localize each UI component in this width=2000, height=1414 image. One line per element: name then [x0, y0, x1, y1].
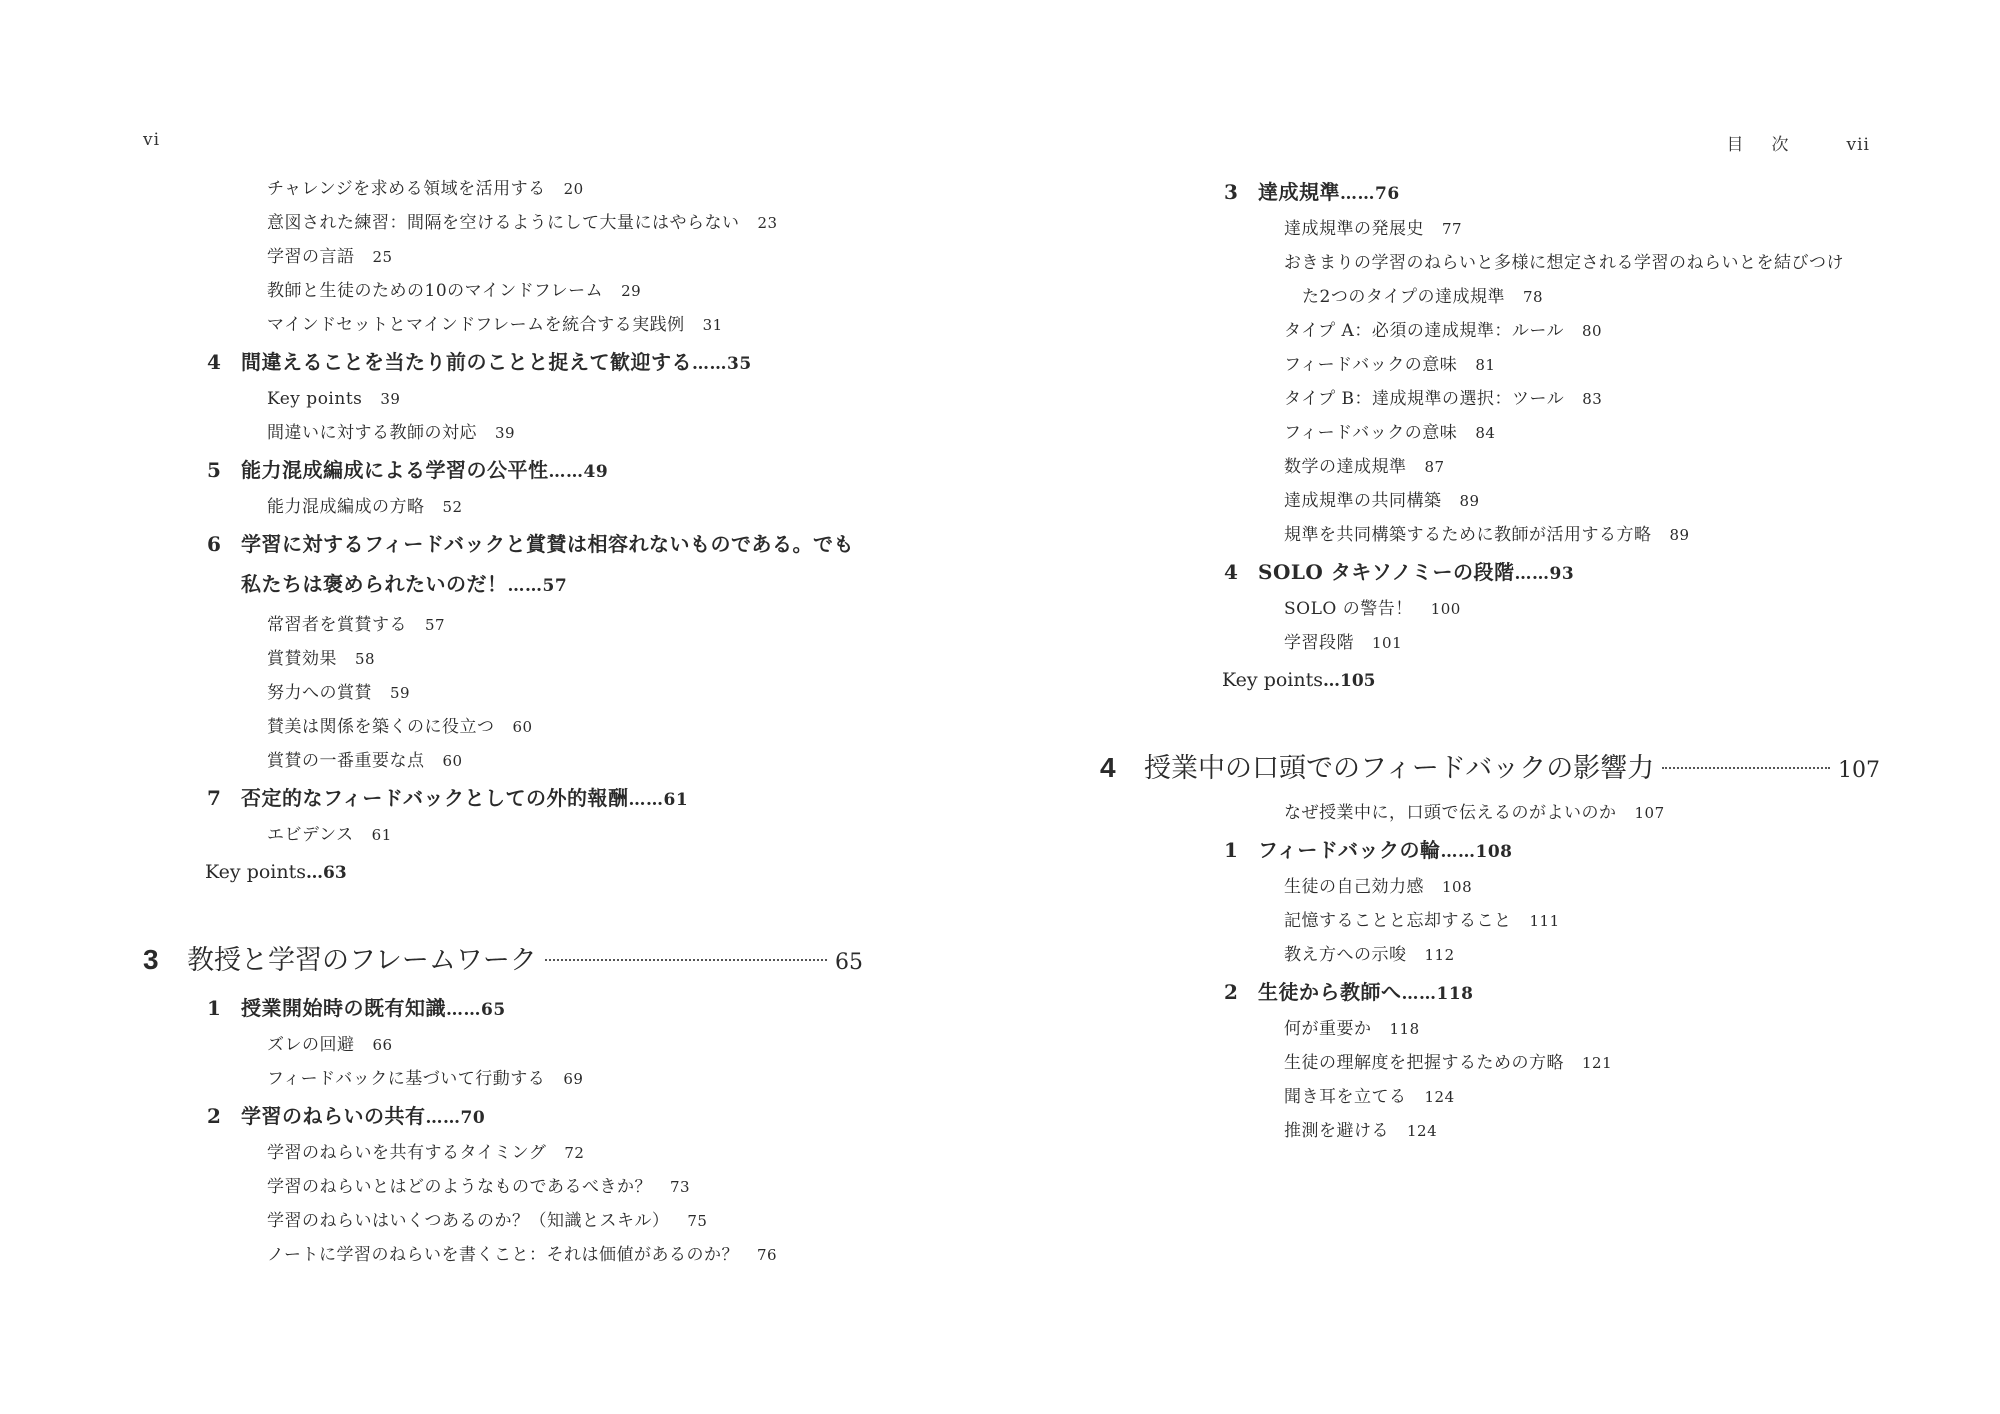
section-title: 達成規準	[1258, 180, 1340, 204]
page-number: 83	[1582, 390, 1603, 408]
toc-subsection	[1160, 314, 1880, 348]
page-number: ……76	[1340, 184, 1400, 204]
page-number: 80	[1582, 322, 1603, 340]
page-number: 66	[372, 1036, 393, 1054]
toc-subsection	[1160, 626, 1880, 660]
section-title: 否定的なフィードバックとしての外的報酬	[241, 786, 629, 810]
page-number: 124	[1407, 1122, 1438, 1140]
page-number: 118	[1389, 1020, 1420, 1038]
toc-subsection	[1160, 870, 1880, 904]
key-points-entry	[143, 852, 863, 892]
page-number: 61	[371, 826, 392, 844]
toc-section	[143, 988, 863, 1028]
section-number: 4	[207, 350, 222, 374]
page-number: 112	[1424, 946, 1455, 964]
key-points-entry	[1160, 660, 1880, 700]
toc-section	[143, 778, 863, 818]
toc-subsection	[1160, 212, 1880, 246]
subsection-title: 生徒の自己効力感	[1284, 877, 1424, 897]
subsection-title: 学習段階	[1284, 633, 1354, 653]
subsection-title: 聞き耳を立てる	[1284, 1087, 1407, 1107]
dot-leader	[1662, 767, 1830, 769]
toc-subsection	[143, 1062, 863, 1096]
toc-group	[143, 172, 863, 524]
toc-section	[1160, 552, 1880, 592]
section-number: 1	[207, 996, 222, 1020]
subsection-title: 学習の言語	[267, 247, 355, 267]
subsection-title: ズレの回避	[267, 1035, 355, 1055]
page-number: 100	[1430, 600, 1461, 618]
page-number: ……65	[446, 1000, 506, 1020]
page-number: 121	[1582, 1054, 1613, 1072]
page-number: 23	[757, 214, 778, 232]
page-number: 76	[757, 1246, 778, 1264]
toc-subsection	[143, 1136, 863, 1170]
subsection-title: 学習のねらいはいくつあるのか？（知識とスキル）	[267, 1211, 670, 1231]
subsection-title: 賞賛の一番重要な点	[267, 751, 425, 771]
toc-section	[1160, 972, 1880, 1012]
chapter-number: 3	[143, 944, 159, 975]
page-number: 89	[1459, 492, 1480, 510]
subsection-title: マインドセットとマインドフレームを統合する実践例	[267, 315, 685, 335]
page-number: 84	[1475, 424, 1496, 442]
right-page	[1000, 0, 2000, 1414]
key-points-label: Key points	[1222, 669, 1324, 691]
subsection-title: タイプ B：達成規準の選択：ツール	[1284, 389, 1565, 409]
page-number: 73	[670, 1178, 691, 1196]
subsection-title: 記憶することと忘却すること	[1284, 911, 1512, 931]
subsection-title: SOLO の警告！	[1284, 599, 1413, 619]
subsection-title: フィードバックの意味	[1284, 423, 1458, 443]
page-number: 107	[1838, 758, 1880, 783]
chapter-title: 授業中の口頭でのフィードバックの影響力	[1144, 753, 1655, 783]
toc-section	[143, 1096, 863, 1136]
page-number: …63	[306, 863, 347, 883]
page-number: 60	[512, 718, 533, 736]
page-number: 29	[621, 282, 642, 300]
page-folio: vi	[143, 130, 161, 150]
subsection-title: フィードバックの意味	[1284, 355, 1458, 375]
section-title	[207, 524, 863, 606]
subsection-title: なぜ授業中に，口頭で伝えるのがよいのか	[1284, 803, 1617, 823]
subsection-title: 数学の達成規準	[1284, 457, 1407, 477]
section-number: 5	[207, 458, 222, 482]
subsection-title: フィードバックに基づいて行動する	[267, 1069, 546, 1089]
toc-section	[143, 342, 863, 382]
page-number: 75	[687, 1212, 708, 1230]
page-number: 108	[1442, 878, 1473, 896]
subsection-title: 努力への賞賛	[267, 683, 372, 703]
toc-subsection	[143, 744, 863, 778]
toc-subsection	[1160, 1114, 1880, 1148]
page-number: ……118	[1401, 984, 1474, 1004]
subsection-title: 常習者を賞賛する	[267, 615, 407, 635]
running-title: 目次	[1726, 135, 1817, 155]
subsection-title: タイプ A：必須の達成規準：ルール	[1284, 321, 1564, 341]
subsection-title: ノートに学習のねらいを書くこと：それは価値があるのか？	[267, 1245, 739, 1265]
page-number: 20	[563, 180, 584, 198]
toc-subsection	[143, 1204, 863, 1238]
page-number: 107	[1634, 804, 1665, 822]
page-number: 60	[442, 752, 463, 770]
page-number: 58	[355, 650, 376, 668]
section-title-line: 学習に対するフィードバックと賞賛は相容れないものである。でも	[241, 532, 854, 556]
toc-subsection	[143, 1238, 863, 1272]
toc-group	[143, 608, 863, 852]
subsection-title: 教師と生徒のための10のマインドフレーム	[267, 281, 604, 301]
section-number: 2	[207, 1104, 222, 1128]
toc-subsection	[143, 608, 863, 642]
subsection-title: た2つのタイプの達成規準	[1302, 287, 1505, 307]
toc-subsection	[1160, 484, 1880, 518]
toc-subsection	[143, 676, 863, 710]
chapter-heading	[143, 932, 863, 988]
page-number: 65	[835, 950, 863, 975]
page-number: 101	[1372, 634, 1403, 652]
section-number: 2	[1224, 980, 1239, 1004]
page-number: 25	[372, 248, 393, 266]
toc-subsection	[1160, 348, 1880, 382]
page-number: ……57	[507, 576, 568, 596]
subsection-title: 賛美は関係を築くのに役立つ	[267, 717, 495, 737]
toc-subsection	[143, 274, 863, 308]
subsection-title: 能力混成編成の方略	[267, 497, 425, 517]
page-number: 39	[495, 424, 516, 442]
section-number: 4	[1224, 560, 1239, 584]
toc-subsection	[143, 416, 863, 450]
subsection-title: 学習のねらいとはどのようなものであるべきか？	[267, 1177, 652, 1197]
page-number: 69	[563, 1070, 584, 1088]
toc-subsection	[1160, 592, 1880, 626]
subsection-title: 何が重要か	[1284, 1019, 1372, 1039]
toc-subsection	[1160, 904, 1880, 938]
subsection-title: 意図された練習：間隔を空けるようにして大量にはやらない	[267, 213, 740, 233]
section-number: 3	[1224, 180, 1239, 204]
subsection-title: 生徒の理解度を把握するための方略	[1284, 1053, 1564, 1073]
page-number: 89	[1669, 526, 1690, 544]
toc-group	[1160, 172, 1880, 660]
subsection-title: 達成規準の発展史	[1284, 219, 1424, 239]
page-number: 77	[1442, 220, 1463, 238]
page-number: 124	[1424, 1088, 1455, 1106]
subsection-title: 規準を共同構築するために教師が活用する方略	[1284, 525, 1652, 545]
page-number: 59	[390, 684, 411, 702]
section-title: 授業開始時の既有知識	[241, 996, 446, 1020]
page-number: 52	[442, 498, 463, 516]
toc-subsection	[1160, 1080, 1880, 1114]
section-number: 1	[1224, 838, 1239, 862]
page-number: 87	[1424, 458, 1445, 476]
toc-subsection-continued	[1160, 280, 1880, 314]
section-title: 間違えることを当たり前のことと捉えて歓迎する	[241, 350, 692, 374]
page-number: …105	[1323, 671, 1376, 691]
toc-subsection	[143, 490, 863, 524]
page-number: ……49	[548, 462, 609, 482]
page-number: ……70	[425, 1108, 486, 1128]
section-number: 7	[207, 786, 222, 810]
toc-subsection	[143, 240, 863, 274]
subsection-title: おきまりの学習のねらいと多様に想定される学習のねらいとを結びつけ	[1284, 253, 1844, 273]
toc-subsection	[143, 172, 863, 206]
page-number: 39	[380, 390, 401, 408]
subsection-title: Key points	[267, 389, 363, 409]
subsection-title: 学習のねらいを共有するタイミング	[267, 1143, 547, 1163]
section-number: 6	[207, 532, 222, 556]
section-title: 生徒から教師へ	[1258, 980, 1402, 1004]
toc-subsection	[1160, 382, 1880, 416]
toc-subsection	[1160, 938, 1880, 972]
toc-section	[1160, 830, 1880, 870]
toc-subsection	[143, 382, 863, 416]
toc-section	[143, 524, 863, 608]
page-number: 111	[1529, 912, 1560, 930]
page-number: ……108	[1440, 842, 1513, 862]
dot-leader	[545, 959, 827, 961]
subsection-title: 間違いに対する教師の対応	[267, 423, 477, 443]
toc-section	[1160, 172, 1880, 212]
toc-subsection	[1160, 796, 1880, 830]
toc-subsection	[1160, 1012, 1880, 1046]
toc-subsection	[1160, 450, 1880, 484]
page-header	[1727, 130, 1870, 155]
key-points-label: Key points	[205, 861, 307, 883]
toc-subsection	[143, 1170, 863, 1204]
subsection-title: 賞賛効果	[267, 649, 337, 669]
subsection-title: 推測を避ける	[1284, 1121, 1389, 1141]
page-number: 57	[425, 616, 446, 634]
section-title: SOLO タキソノミーの段階	[1258, 560, 1515, 584]
toc-subsection	[143, 1028, 863, 1062]
toc-subsection	[1160, 416, 1880, 450]
toc-subsection	[1160, 1046, 1880, 1080]
section-title: 能力混成編成による学習の公平性	[241, 458, 549, 482]
toc-group	[1160, 796, 1880, 1148]
subsection-title: チャレンジを求める領域を活用する	[267, 179, 546, 199]
section-title: フィードバックの輪	[1258, 838, 1441, 862]
section-title: 学習のねらいの共有	[241, 1104, 426, 1128]
page-folio: vii	[1846, 135, 1870, 155]
page-number: 81	[1475, 356, 1496, 374]
chapter-number: 4	[1100, 752, 1116, 783]
page-number: 31	[702, 316, 723, 334]
toc-subsection	[1160, 246, 1880, 280]
toc-subsection	[143, 308, 863, 342]
toc-subsection	[143, 642, 863, 676]
toc-subsection	[143, 818, 863, 852]
page-number: ……93	[1514, 564, 1575, 584]
subsection-title: エビデンス	[267, 825, 354, 845]
page-number: 78	[1522, 288, 1544, 306]
toc-subsection	[143, 206, 863, 240]
table-of-contents-right	[1100, 172, 1880, 1148]
page-number: ……61	[628, 790, 689, 810]
toc-section	[143, 450, 863, 490]
page-number: 72	[564, 1144, 585, 1162]
subsection-title: 教え方への示唆	[1284, 945, 1407, 965]
toc-subsection	[1160, 518, 1880, 552]
toc-group	[143, 988, 863, 1272]
toc-subsection	[143, 710, 863, 744]
chapter-title: 教授と学習のフレームワーク	[187, 945, 537, 975]
page-number: ……35	[692, 354, 752, 374]
chapter-heading	[1100, 740, 1880, 796]
subsection-title: 達成規準の共同構築	[1284, 491, 1442, 511]
section-title-line: 私たちは褒められたいのだ！	[241, 572, 508, 596]
table-of-contents-left	[143, 172, 863, 1272]
